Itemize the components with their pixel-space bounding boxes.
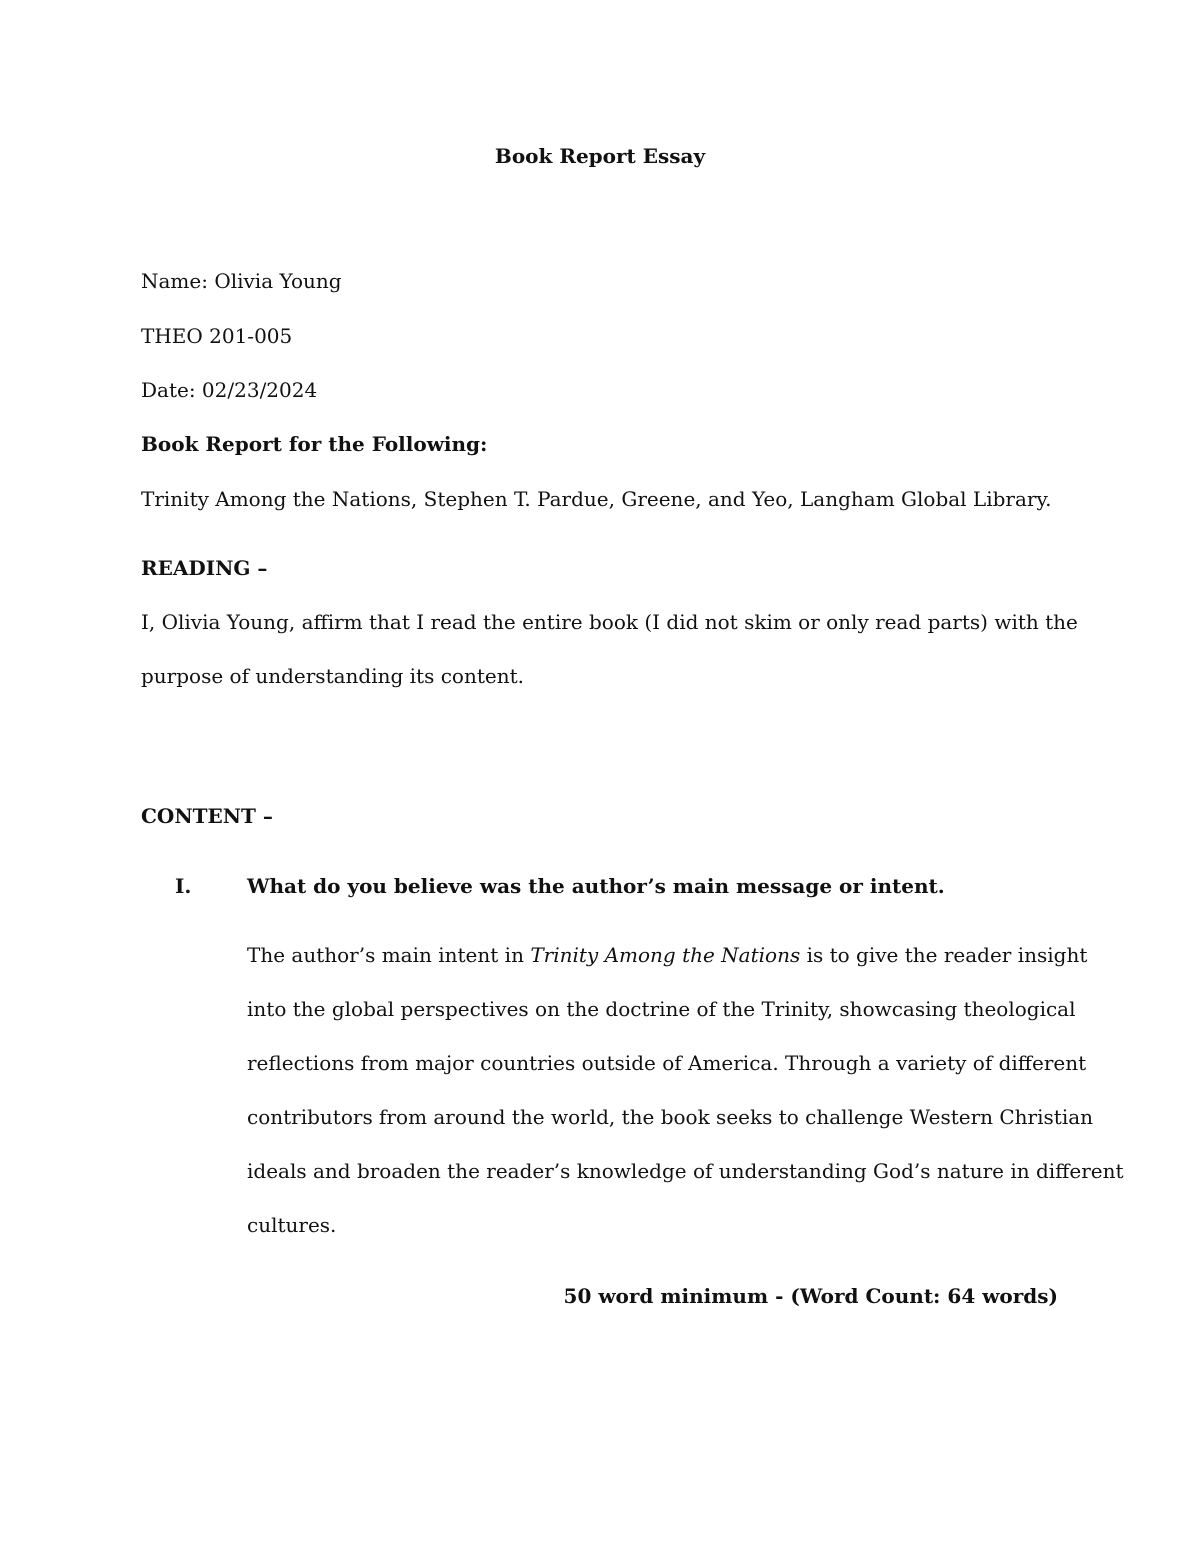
answer-line-2: into the global perspectives on the doctrine of the Trinity, showcasing theological [247, 997, 1076, 1021]
report-date: Date: 02/23/2024 [141, 378, 318, 402]
answer-line-1 [247, 945, 1087, 965]
answer-line-3: reflections from major countries outside of America. Through a variety of different [247, 1051, 1087, 1075]
question-numeral: I. [175, 874, 192, 898]
answer-line-5: ideals and broaden the reader’s knowledge of understanding God’s nature in different [247, 1159, 1124, 1183]
question-text: What do you believe was the author’s main message or intent. [247, 874, 945, 898]
reading-heading: READING – [141, 556, 268, 580]
page-title: Book Report Essay [494, 144, 706, 168]
book-title-italic: Trinity Among the Nations [530, 943, 801, 967]
answer-line-6: cultures. [247, 1213, 337, 1237]
book-heading: Book Report for the Following: [141, 432, 488, 456]
content-heading: CONTENT – [141, 804, 273, 828]
book-citation: Trinity Among the Nations, Stephen T. Pardue, Greene, and Yeo, Langham Global Library. [141, 487, 1052, 511]
word-count-note: 50 word minimum - (Word Count: 64 words) [563, 1284, 1058, 1308]
answer-line-4: contributors from around the world, the book seeks to challenge Western Christian [247, 1105, 1094, 1129]
reading-affirmation-line-2: purpose of understanding its content. [141, 664, 524, 688]
course-code: THEO 201-005 [141, 324, 293, 348]
answer-line-1-before: The author’s main intent in [247, 943, 531, 967]
answer-line-1-after: is to give the reader insight [800, 943, 1088, 967]
student-name: Name: Olivia Young [141, 269, 342, 293]
reading-affirmation-line-1: I, Olivia Young, affirm that I read the entire book (I did not skim or only read parts) with the [141, 610, 1078, 634]
